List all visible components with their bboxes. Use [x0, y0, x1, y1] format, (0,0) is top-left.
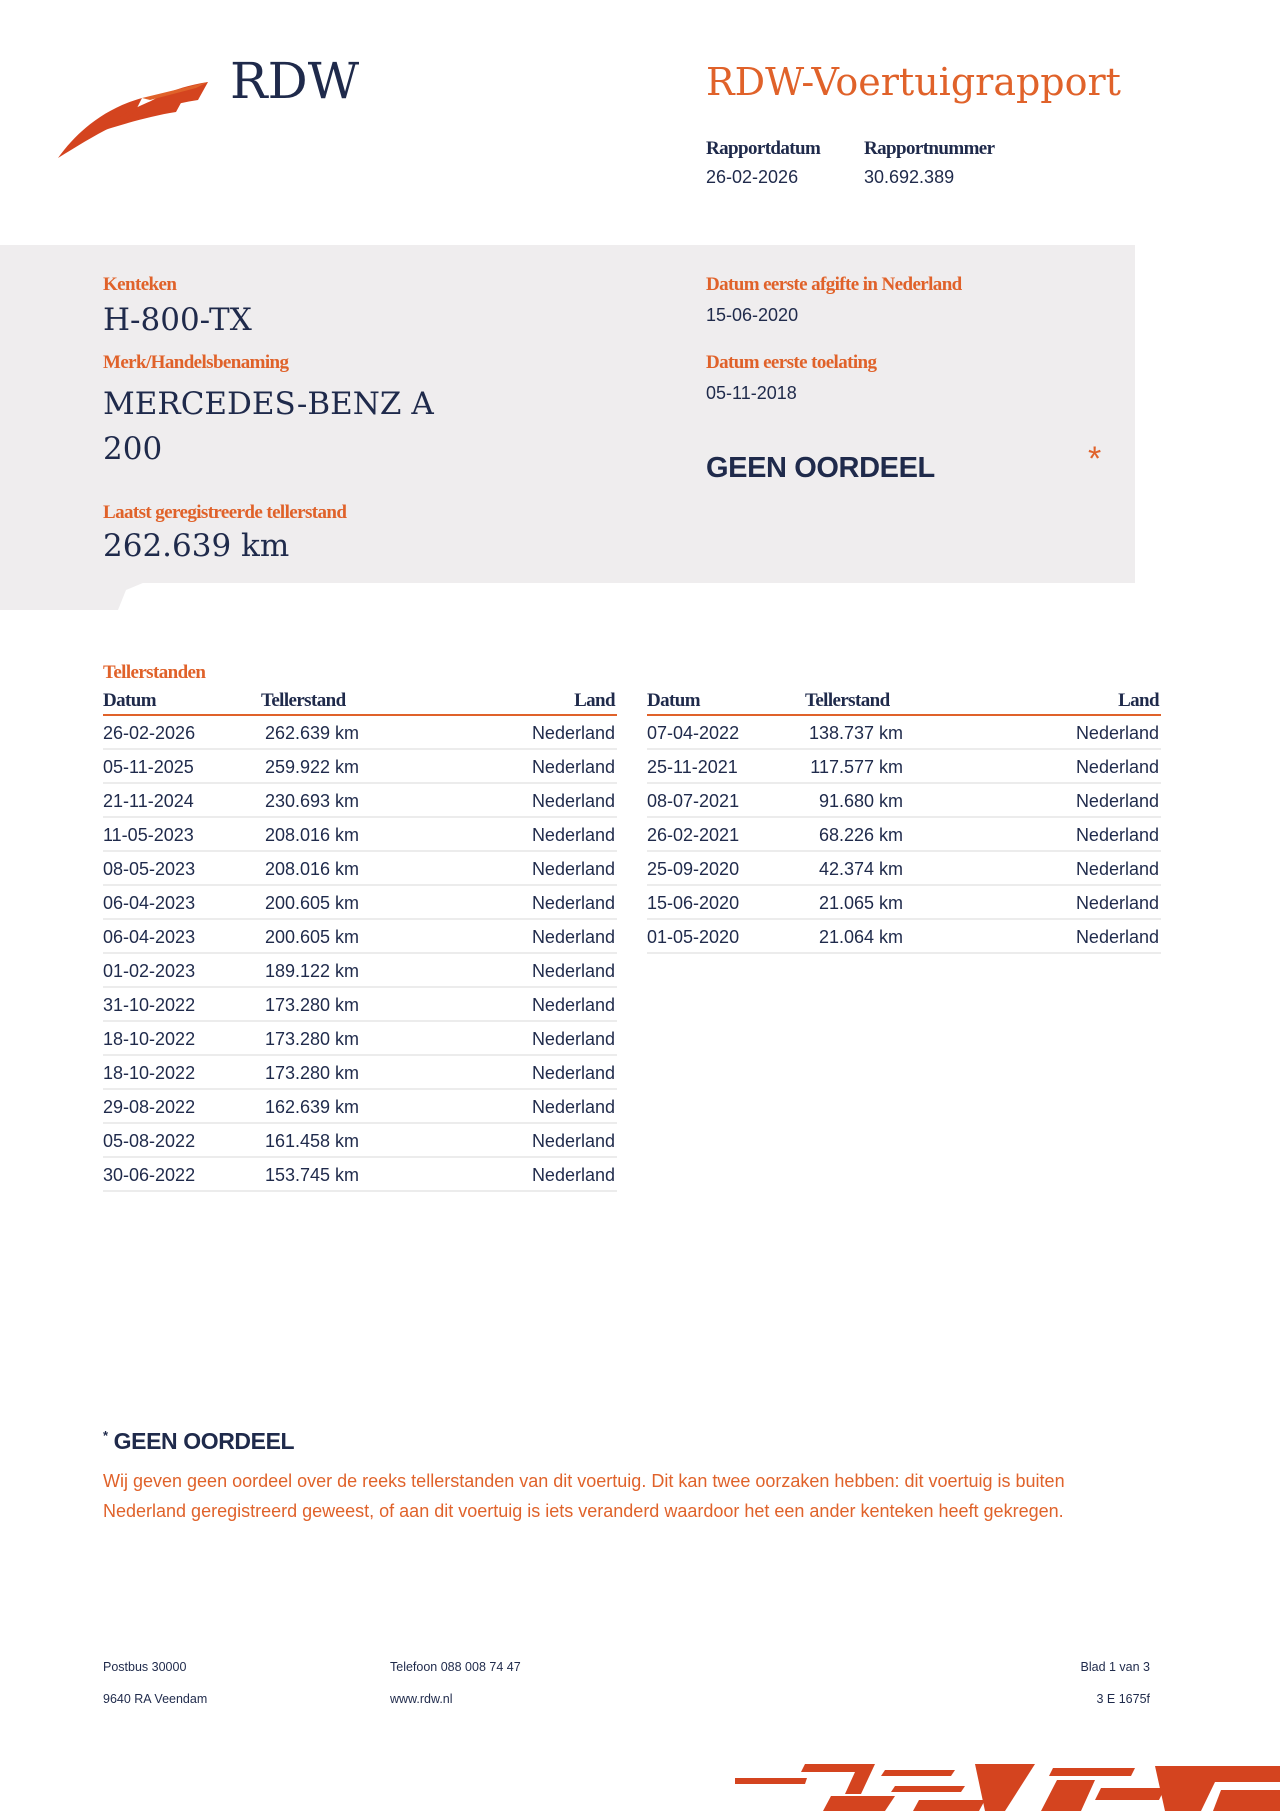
odometer-table-right [647, 690, 1161, 954]
footer-page-number: Blad 1 van 3 [1080, 1660, 1150, 1674]
row-date: 15-06-2020 [647, 893, 740, 913]
row-date: 18-10-2022 [103, 1029, 196, 1049]
table-row [103, 920, 617, 954]
row-date: 08-07-2021 [647, 791, 740, 811]
table-row [103, 1022, 617, 1056]
row-reading: 68.226 km [818, 825, 903, 845]
footnote-text: Wij geven geen oordeel over de reeks tellerstanden van dit voertuig. Dit kan twee oorzaken hebben: dit voertuig is buiten Nederland geregistreerd geweest, of aan dit voertuig is iets veranderd waardoor het een ander kenteken heeft gekregen. [103, 1471, 1065, 1521]
row-date: 18-10-2022 [103, 1063, 196, 1083]
table-row [103, 852, 617, 886]
row-date: 21-11-2024 [103, 791, 194, 811]
merk-label: Merk/Handelsbenaming [103, 352, 289, 373]
odometer-section-title: Tellerstanden [103, 662, 206, 683]
panel-tab [0, 580, 150, 615]
table-row [647, 750, 1161, 784]
decorative-stripes [735, 1760, 1280, 1816]
column-header-reading: Tellerstand [261, 690, 346, 711]
column-header-date: Datum [647, 690, 700, 711]
footer-city: 9640 RA Veendam [103, 1692, 208, 1706]
row-country: Nederland [531, 1029, 615, 1049]
rdw-logo-mark [58, 78, 210, 165]
row-reading: 189.122 km [264, 961, 359, 981]
row-country: Nederland [531, 1097, 615, 1117]
table-row [103, 818, 617, 852]
table-row [647, 852, 1161, 886]
row-reading: 138.737 km [808, 723, 903, 743]
report-date-label: Rapportdatum [706, 138, 821, 159]
row-reading: 200.605 km [264, 927, 359, 947]
verdict: GEEN OORDEEL [706, 452, 935, 484]
row-country: Nederland [531, 1131, 615, 1151]
row-reading: 173.280 km [264, 1063, 359, 1083]
row-country: Nederland [1075, 927, 1159, 947]
first-issue-nl-label: Datum eerste afgifte in Nederland [706, 274, 962, 295]
row-date: 01-02-2023 [103, 961, 196, 981]
brand-name: RDW [230, 52, 360, 110]
row-country: Nederland [531, 859, 615, 879]
row-reading: 42.374 km [818, 859, 903, 879]
row-country: Nederland [1075, 723, 1159, 743]
row-date: 26-02-2026 [103, 723, 196, 743]
table-row [647, 716, 1161, 750]
row-date: 26-02-2021 [647, 825, 740, 845]
table-row [103, 1090, 617, 1124]
row-reading: 117.577 km [810, 757, 903, 777]
row-reading: 21.064 km [818, 927, 903, 947]
row-country: Nederland [531, 1165, 615, 1185]
kenteken-label: Kenteken [103, 274, 177, 295]
verdict-asterisk: * [1088, 440, 1102, 478]
kenteken-value: H-800-TX [103, 302, 252, 338]
table-row [103, 784, 617, 818]
row-country: Nederland [1075, 791, 1159, 811]
footnote-title-text: GEEN OORDEEL [113, 1428, 295, 1454]
row-reading: 161.458 km [264, 1131, 359, 1151]
row-reading: 173.280 km [264, 1029, 359, 1049]
footer-website: www.rdw.nl [390, 1692, 453, 1706]
row-date: 01-05-2020 [647, 927, 740, 947]
table-header [647, 690, 1161, 716]
row-country: Nederland [531, 791, 615, 811]
row-date: 30-06-2022 [103, 1165, 196, 1185]
row-country: Nederland [531, 1063, 615, 1083]
row-reading: 230.693 km [264, 791, 359, 811]
row-country: Nederland [531, 757, 615, 777]
first-admission-label: Datum eerste toelating [706, 352, 877, 373]
row-reading: 208.016 km [264, 859, 359, 879]
row-reading: 162.639 km [264, 1097, 359, 1117]
row-reading: 21.065 km [818, 893, 903, 913]
report-title: RDW-Voertuigrapport [706, 60, 1121, 104]
report-number: 30.692.389 [864, 167, 955, 187]
odometer-table-left [103, 690, 617, 1192]
last-odometer-value: 262.639 km [103, 528, 290, 564]
row-country: Nederland [531, 893, 615, 913]
table-row [103, 954, 617, 988]
row-date: 11-05-2023 [103, 825, 194, 845]
row-reading: 200.605 km [264, 893, 359, 913]
footer-document-code: 3 E 1675f [1096, 1692, 1150, 1706]
table-row [647, 818, 1161, 852]
row-country: Nederland [1075, 859, 1159, 879]
footer-phone: Telefoon 088 008 74 47 [390, 1660, 521, 1674]
row-country: Nederland [531, 927, 615, 947]
report-number-label: Rapportnummer [864, 138, 995, 159]
table-row [103, 1124, 617, 1158]
row-date: 08-05-2023 [103, 859, 196, 879]
table-row [103, 716, 617, 750]
table-row [103, 1056, 617, 1090]
table-row [103, 1158, 617, 1192]
footnote-star: * [103, 1428, 108, 1443]
row-date: 07-04-2022 [647, 723, 740, 743]
row-date: 06-04-2023 [103, 927, 196, 947]
table-header [103, 690, 617, 716]
row-country: Nederland [1075, 825, 1159, 845]
row-country: Nederland [1075, 893, 1159, 913]
table-row [103, 750, 617, 784]
row-reading: 173.280 km [264, 995, 359, 1015]
row-date: 25-11-2021 [647, 757, 738, 777]
table-row [647, 920, 1161, 954]
footnote-title [103, 1428, 294, 1455]
merk-value: MERCEDES-BENZ A 200 [103, 386, 434, 467]
column-header-country: Land [574, 690, 615, 711]
table-row [103, 988, 617, 1022]
column-header-country: Land [1118, 690, 1159, 711]
row-reading: 208.016 km [264, 825, 359, 845]
row-reading: 153.745 km [264, 1165, 359, 1185]
row-date: 29-08-2022 [103, 1097, 196, 1117]
table-row [647, 784, 1161, 818]
row-date: 05-08-2022 [103, 1131, 196, 1151]
table-row [103, 886, 617, 920]
first-admission-value: 05-11-2018 [706, 383, 797, 403]
footer-postbus: Postbus 30000 [103, 1660, 187, 1674]
row-reading: 259.922 km [264, 757, 359, 777]
row-date: 06-04-2023 [103, 893, 196, 913]
row-reading: 91.680 km [818, 791, 903, 811]
last-odometer-label: Laatst geregistreerde tellerstand [103, 502, 347, 523]
row-country: Nederland [1075, 757, 1159, 777]
row-country: Nederland [531, 825, 615, 845]
column-header-reading: Tellerstand [805, 690, 890, 711]
first-issue-nl-value: 15-06-2020 [706, 305, 799, 325]
row-country: Nederland [531, 995, 615, 1015]
row-reading: 262.639 km [264, 723, 359, 743]
row-date: 25-09-2020 [647, 859, 740, 879]
row-country: Nederland [531, 723, 615, 743]
row-date: 05-11-2025 [103, 757, 194, 777]
row-country: Nederland [531, 961, 615, 981]
column-header-date: Datum [103, 690, 156, 711]
table-row [647, 886, 1161, 920]
row-date: 31-10-2022 [103, 995, 196, 1015]
report-date: 26-02-2026 [706, 167, 799, 187]
